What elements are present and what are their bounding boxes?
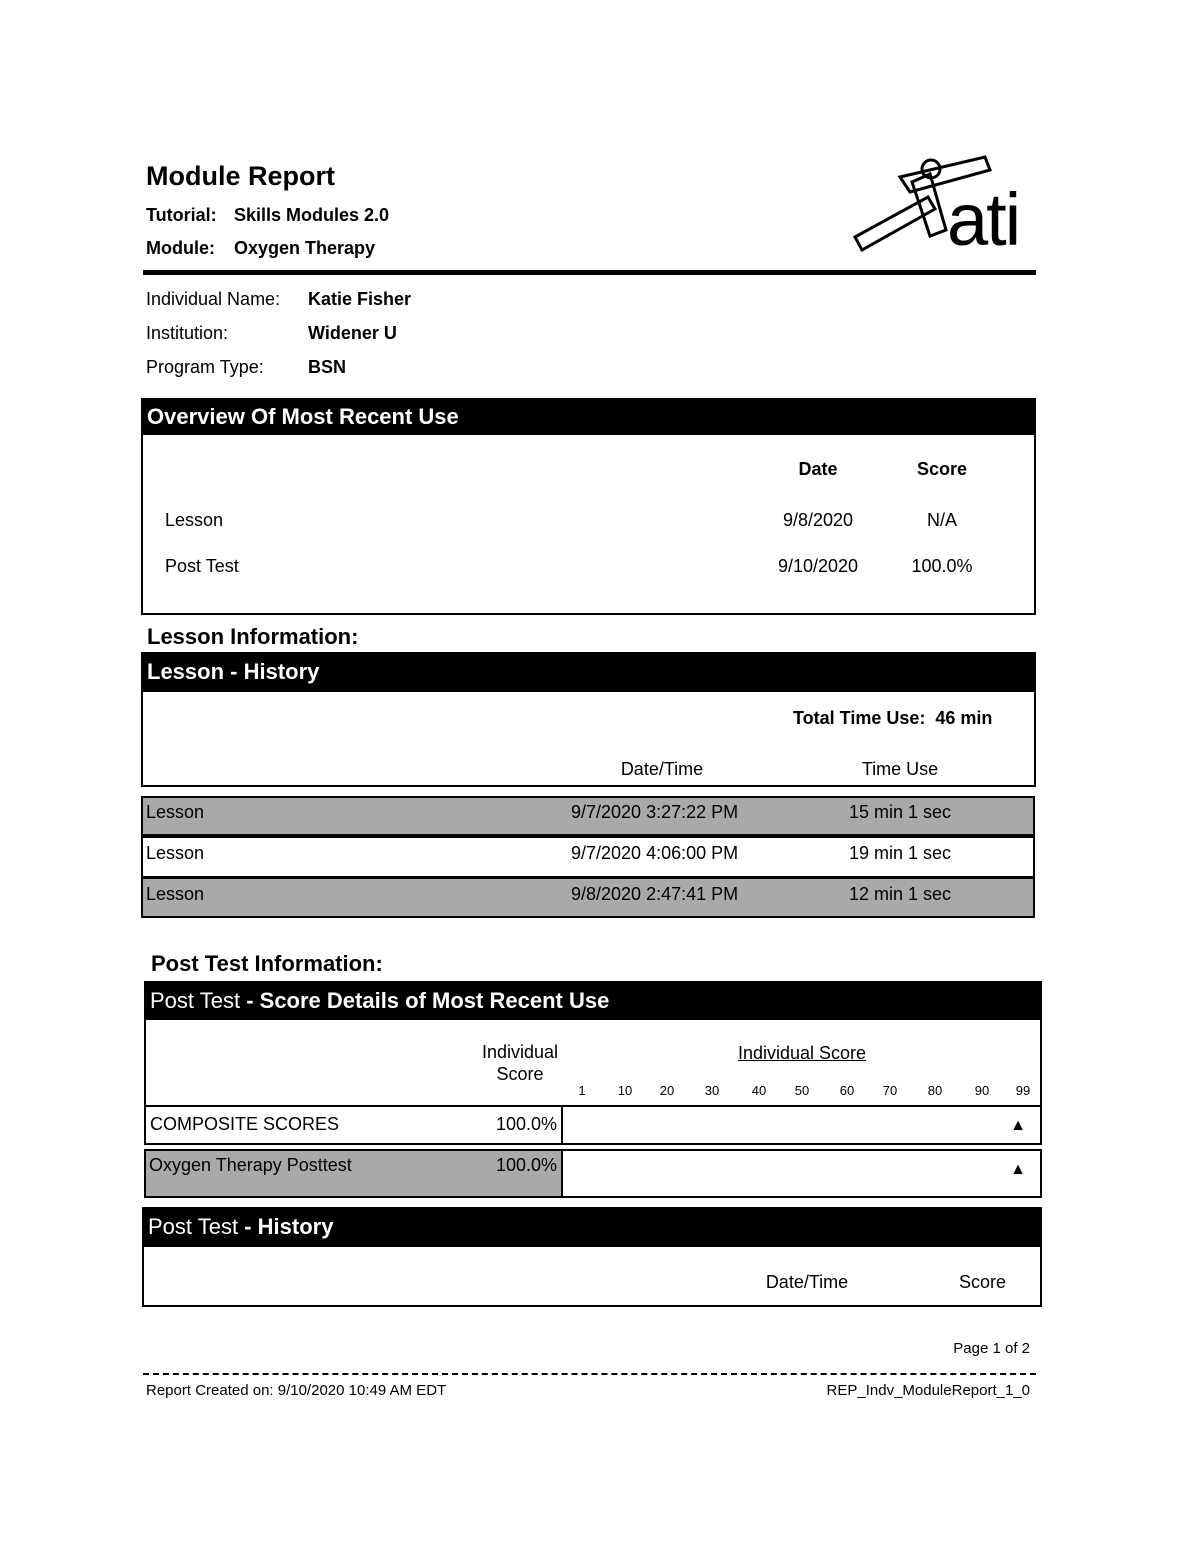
tutorial-value: Skills Modules 2.0 [234,205,390,225]
scale-tick: 20 [659,1083,675,1098]
scale-tick: 99 [1015,1083,1031,1098]
lesson-history-row [141,796,1035,836]
ati-logo [850,152,1040,267]
footer-divider [143,1373,1036,1375]
posttest-row-label-cell [144,1149,563,1198]
report-id: REP_Indv_ModuleReport_1_0 [826,1382,1030,1399]
posttest-history-col-datetime: Date/Time [765,1272,849,1292]
logo-text: ati [947,178,1020,261]
name-value: Katie Fisher [308,289,412,309]
total-time-line [793,708,992,729]
page-number: Page 1 of 2 [953,1340,1030,1357]
posttest-row-score: 100.0% [495,1155,557,1175]
institution-label: Institution: [146,323,229,343]
individual-score-col-line1: Individual [481,1042,559,1062]
posttest-history-col-score: Score [958,1272,1007,1292]
scale-tick: 30 [704,1083,720,1098]
lesson-row-datetime: 9/8/2020 2:47:41 PM [571,884,739,904]
composite-row-score: 100.0% [495,1114,557,1134]
module-label: Module: [146,238,215,258]
lesson-history-row [141,877,1035,918]
total-time-label: Total Time Use: [793,708,926,728]
scale-tick: 50 [794,1083,810,1098]
posttest-history-title-b: - History [238,1214,334,1239]
lesson-col-datetime: Date/Time [620,759,704,779]
posttest-history-title-a: Post Test [148,1214,239,1239]
header-divider [143,270,1036,275]
lesson-row-timeuse: 12 min 1 sec [849,884,952,904]
institution-row [146,323,397,344]
composite-row-label-cell [144,1105,563,1145]
composite-row-label: COMPOSITE SCORES [150,1114,340,1134]
program-row [146,357,346,378]
overview-row-label: Post Test [165,556,239,576]
page-title: Module Report [146,161,335,191]
lesson-row-timeuse: 19 min 1 sec [849,843,952,863]
overview-row-score: N/A [926,510,957,530]
posttest-history-header [142,1207,1042,1247]
tutorial-label: Tutorial: [146,205,217,225]
overview-row-label: Lesson [165,510,224,530]
posttest-history-box [142,1245,1042,1307]
lesson-info-heading: Lesson Information: [147,624,359,649]
overview-row-score: 100.0% [911,556,973,576]
individual-name-row [146,289,411,310]
scale-tick: 60 [839,1083,855,1098]
overview-row-date: 9/10/2020 [777,556,859,576]
overview-col-date: Date [798,459,838,479]
posttest-details-header [144,981,1042,1020]
name-label: Individual Name: [146,289,281,309]
posttest-row-label: Oxygen Therapy Posttest [149,1155,352,1175]
lesson-history-header: Lesson - History [141,652,1036,692]
individual-score-scale-title: Individual Score [737,1043,867,1063]
posttest-details-title-b: - Score Details of Most Recent Use [240,988,610,1013]
posttest-row-bar-cell [561,1149,1042,1198]
composite-row-bar-cell [561,1105,1042,1145]
individual-score-col [460,1041,580,1085]
lesson-row-datetime: 9/7/2020 4:06:00 PM [571,843,739,863]
overview-header: Overview Of Most Recent Use [141,398,1036,435]
report-created: Report Created on: 9/10/2020 10:49 AM EDT [146,1382,447,1399]
lesson-row-label: Lesson [146,843,205,863]
program-value: BSN [308,357,347,377]
program-label: Program Type: [146,357,264,377]
lesson-history-row [141,836,1035,878]
scale-tick: 80 [927,1083,943,1098]
lesson-row-label: Lesson [146,802,205,822]
scale-tick: 90 [974,1083,990,1098]
total-time-value: 46 min [935,708,993,728]
posttest-info-heading: Post Test Information: [151,951,383,976]
institution-value: Widener U [308,323,397,343]
lesson-row-datetime: 9/7/2020 3:27:22 PM [571,802,739,822]
individual-score-col-line2: Score [496,1064,544,1084]
overview-row-date: 9/8/2020 [782,510,854,530]
score-marker: ▲ [1010,1161,1026,1178]
tutorial-line [146,205,389,226]
scale-tick: 70 [882,1083,898,1098]
score-marker: ▲ [1010,1117,1026,1134]
lesson-col-timeuse: Time Use [861,759,939,779]
lesson-row-timeuse: 15 min 1 sec [849,802,952,822]
module-value: Oxygen Therapy [234,238,376,258]
lesson-row-label: Lesson [146,884,205,904]
scale-tick: 40 [751,1083,767,1098]
posttest-details-title-a: Post Test [150,988,241,1013]
overview-col-score: Score [916,459,968,479]
module-line [146,238,375,259]
scale-tick: 10 [617,1083,633,1098]
scale-tick: 1 [578,1083,586,1098]
